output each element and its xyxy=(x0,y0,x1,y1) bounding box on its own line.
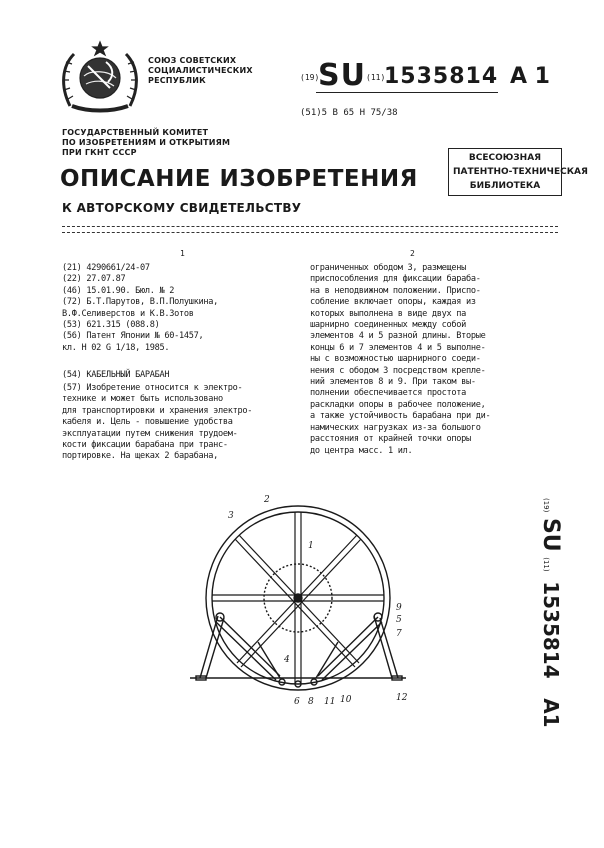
abstract-line: концы 6 и 7 элементов 4 и 5 выполне- xyxy=(310,342,486,353)
number-underline xyxy=(316,92,498,93)
patent-number: 1535814 xyxy=(384,64,499,89)
ipc-value: B 65 H 75/38 xyxy=(332,108,398,118)
figure-label: 7 xyxy=(396,629,402,639)
figure-label: 9 xyxy=(396,603,402,613)
abstract-line: (57) Изобретение относится к электро- xyxy=(62,383,243,393)
committee-line-1: ГОСУДАРСТВЕННЫЙ КОМИТЕТ xyxy=(62,128,209,137)
figure-label: 2 xyxy=(264,495,270,505)
side-country: SU xyxy=(538,517,563,552)
committee-line-2: ПО ИЗОБРЕТЕНИЯМ И ОТКРЫТИЯМ xyxy=(62,138,231,147)
ipc-line xyxy=(300,108,398,118)
country-code: SU xyxy=(318,58,366,93)
committee xyxy=(62,128,230,158)
stamp-line-2: ПАТЕНТНО-ТЕХНИЧЕСКАЯ xyxy=(453,167,588,177)
drum-supports xyxy=(190,616,406,680)
abstract-line: шарнирно соединенных между собой xyxy=(310,320,466,331)
figure-label: 1 xyxy=(308,541,314,551)
stamp-line-1: ВСЕСОЮЗНАЯ xyxy=(468,153,542,163)
abstract-line: нения с ободом 3 посредством крепле- xyxy=(310,365,486,376)
abstract-line: кости фиксации барабана при транс- xyxy=(62,440,228,451)
biblio-line: (21) 4290661/24-07 xyxy=(62,263,150,273)
kind-code: A 1 xyxy=(510,64,550,89)
abstract-left xyxy=(62,383,252,463)
cable-drum-drawing xyxy=(190,490,420,715)
abstract-line: элементов 4 и 5 разной длины. Вторые xyxy=(310,331,486,342)
biblio-line: кл. Н 02 G 1/18, 1985. xyxy=(62,342,170,353)
abstract-line: ограниченных ободом 3, размещены xyxy=(310,263,466,273)
abstract-line: портировке. На щеках 2 барабана, xyxy=(62,451,218,462)
figure-label: 11 xyxy=(324,697,336,707)
biblio-line: (53) 621.315 (088.8) xyxy=(62,320,160,331)
abstract-line: приспособления для фиксации бараба- xyxy=(310,274,481,285)
document-subtitle: К АВТОРСКОМУ СВИДЕТЕЛЬСТВУ xyxy=(62,201,302,215)
side-code-11: (11) xyxy=(542,557,550,572)
figure-label: 8 xyxy=(308,697,314,707)
abstract-line: ний элементов 8 и 9. При таком вы- xyxy=(310,377,476,388)
bibliographic-data xyxy=(62,263,218,354)
biblio-line: (56) Патент Японии № 60-1457, xyxy=(62,331,204,342)
figure-label: 3 xyxy=(228,511,234,521)
figure-label: 12 xyxy=(396,693,408,703)
column-number-1: 1 xyxy=(180,249,185,258)
ipc-code: (51)5 xyxy=(300,108,328,118)
figure-label: 4 xyxy=(284,655,290,665)
side-patent-number xyxy=(538,498,563,728)
divider-top xyxy=(62,226,558,227)
biblio-line: (72) Б.Т.Парутов, В.П.Полушкина, xyxy=(62,297,218,308)
biblio-line: (22) 27.07.87 xyxy=(62,274,126,285)
abstract-line: до центра масс. 1 ил. xyxy=(310,445,413,456)
abstract-line: расстояния от крайней точки опоры xyxy=(310,434,471,445)
abstract-line: собление включает опоры, каждая из xyxy=(310,297,476,308)
union-line-3: РЕСПУБЛИК xyxy=(148,76,206,85)
biblio-line: (46) 15.01.90. Бюл. № 2 xyxy=(62,285,175,296)
document-title: ОПИСАНИЕ ИЗОБРЕТЕНИЯ xyxy=(60,166,418,192)
union-name xyxy=(148,56,253,86)
abstract-line: раскладки опоры в рабочее положение, xyxy=(310,399,486,410)
drum-spokes xyxy=(212,512,384,684)
abstract-line: эксплуатации путем снижения трудоем- xyxy=(62,428,238,439)
abstract-line: ны с возможностью шарнирного соеди- xyxy=(310,354,481,365)
side-kind: A1 xyxy=(539,698,563,728)
library-stamp xyxy=(448,148,588,196)
stamp-line-3: БИБЛИОТЕКА xyxy=(469,181,541,191)
union-line-2: СОЦИАЛИСТИЧЕСКИХ xyxy=(148,66,253,75)
abstract-line: намических нагрузках из-за большого xyxy=(310,422,481,433)
invention-title: (54) КАБЕЛЬНЫЙ БАРАБАН xyxy=(62,370,170,380)
column-number-2: 2 xyxy=(410,249,415,258)
abstract-line: на в неподвижном положении. Приспо- xyxy=(310,285,481,296)
biblio-line: В.Ф.Селиверстов и К.В.Зотов xyxy=(62,308,194,319)
figure-label: 5 xyxy=(396,615,402,625)
side-code-19: (19) xyxy=(542,498,550,513)
side-number: 1535814 xyxy=(539,581,563,679)
abstract-line: кабеля и. Цель - повышение удобства xyxy=(62,417,233,428)
drum-hinges xyxy=(216,613,382,687)
divider-bottom xyxy=(62,232,558,233)
figure-label: 6 xyxy=(294,697,300,707)
abstract-line: технике и может быть использовано xyxy=(62,394,223,405)
abstract-line: для транспортировки и хранения электро- xyxy=(62,405,253,416)
abstract-right xyxy=(310,263,490,457)
abstract-line: которых выполнена в виде двух па xyxy=(310,308,466,319)
code-11: (11) xyxy=(366,73,386,82)
committee-line-3: ПРИ ГКНТ СССР xyxy=(62,148,137,157)
abstract-line: полнении обеспечивается простота xyxy=(310,388,466,399)
abstract-line: а также устойчивость барабана при ди- xyxy=(310,411,491,422)
state-emblem xyxy=(58,36,142,116)
union-line-1: СОЮЗ СОВЕТСКИХ xyxy=(148,56,237,65)
code-19: (19) xyxy=(300,73,320,82)
figure-label: 10 xyxy=(340,695,352,705)
